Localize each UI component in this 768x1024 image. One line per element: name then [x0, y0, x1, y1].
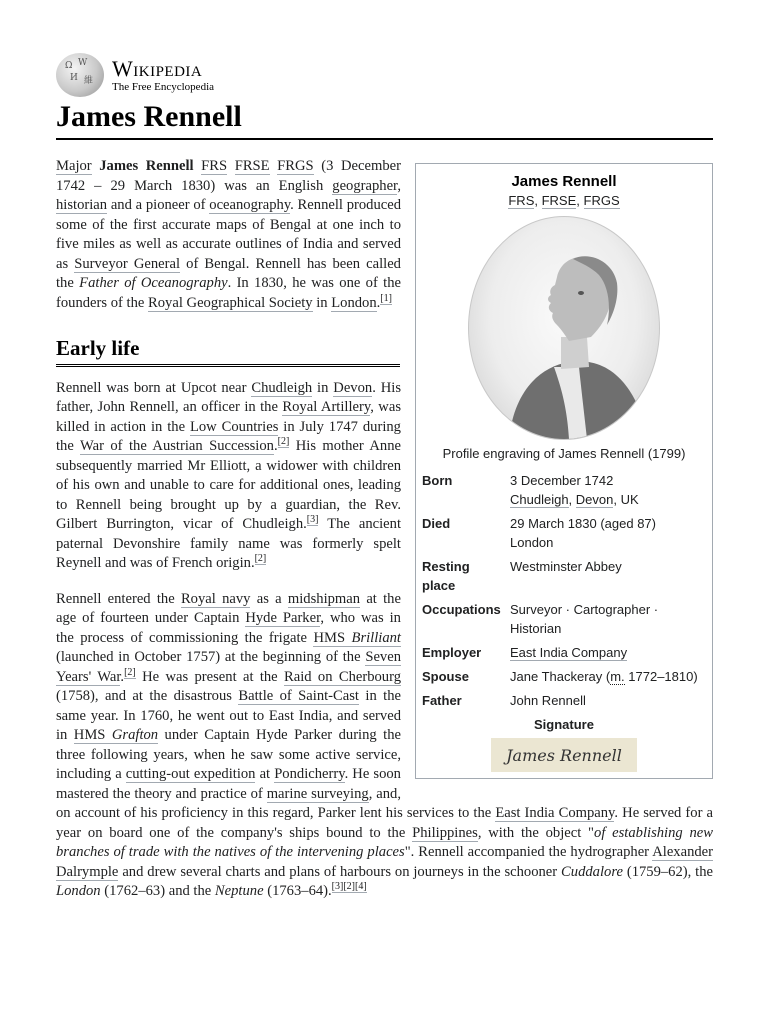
- paragraph-text: in the same year. In 1760, he went out to East India, and served in: [56, 688, 401, 743]
- intro-text: . Rennell produced some of the first accurate maps of Bengal at one inch to five miles as well as accurate outlines of India and served as: [56, 197, 401, 272]
- low-countries-link[interactable]: Low Countries: [189, 418, 279, 435]
- wordmark-tagline: The Free Encyclopedia: [112, 80, 215, 93]
- born-value: 3 December 1742 Chudleigh, Devon, UK: [510, 473, 639, 507]
- ship-name: Grafton: [111, 727, 159, 743]
- signature-wrapper: [422, 738, 706, 772]
- paragraph-text: , was killed in action in the: [56, 399, 402, 435]
- subject-name: James Rennell: [99, 158, 194, 174]
- citation-1-link[interactable]: [1]: [380, 292, 392, 304]
- paragraph-text: in July 1747 during the: [56, 418, 401, 454]
- section-heading-early-life: Early life: [56, 339, 400, 367]
- major-link[interactable]: Major: [56, 158, 92, 174]
- paragraph-text: (1762–63) and the: [104, 883, 212, 899]
- citation-2-link[interactable]: [2]: [277, 436, 290, 448]
- citation-3-link[interactable]: [3]: [306, 514, 319, 526]
- infobox-frs-link[interactable]: FRS: [508, 193, 535, 208]
- page-title: James Rennell: [56, 98, 713, 140]
- infobox-row-occupations: [422, 598, 706, 641]
- article-page: [56, 52, 713, 918]
- occupations-value: Surveyor · Cartographer · Historian: [510, 602, 659, 636]
- father-label: Father: [422, 693, 462, 708]
- london-link[interactable]: London: [331, 294, 377, 311]
- born-chudleigh-link[interactable]: Chudleigh: [510, 492, 569, 507]
- surveyor-general-link[interactable]: Surveyor General: [74, 255, 181, 272]
- quoted-text: of establishing new branches of trade with the natives of the intervening places: [56, 824, 713, 860]
- spouse-name: Jane Thackeray (: [510, 669, 611, 684]
- frse-link[interactable]: FRSE: [234, 158, 270, 174]
- resting-label: Resting place: [422, 559, 470, 593]
- historian-link[interactable]: historian: [56, 197, 108, 213]
- ship-name: Neptune: [214, 883, 264, 899]
- cutting-out-expedition-link[interactable]: cutting-out expedition: [125, 766, 256, 782]
- citation-2-link[interactable]: [2]: [254, 553, 267, 565]
- intro-text: (3 December 1742 – 29 March 1830) was an English: [56, 158, 401, 194]
- paragraph-text: . He served for a year on board one of the company's ships bound to the: [56, 805, 714, 841]
- intro-text: .: [376, 294, 381, 311]
- paragraph-text: (1758), and at the disastrous: [56, 688, 232, 704]
- occupations-label: Occupations: [422, 602, 501, 617]
- paragraph-text: , with the object ": [477, 824, 595, 841]
- paragraph-text: at: [259, 766, 271, 782]
- profile-engraving-drawing: [469, 217, 659, 439]
- spouse-label: Spouse: [422, 669, 469, 684]
- paragraph-text: . His father, John Rennell, an officer in the: [56, 379, 401, 415]
- puzzle-globe-icon: Ω W И 維: [56, 53, 104, 97]
- died-value: [506, 512, 706, 555]
- ship-prefix: HMS: [73, 727, 106, 743]
- royal-artillery-link[interactable]: Royal Artillery: [282, 399, 371, 415]
- wordmark-title: Wikipedia: [112, 55, 203, 81]
- hms-grafton-link[interactable]: [74, 727, 158, 744]
- infobox-row-spouse: [422, 665, 706, 689]
- employer-value: [506, 641, 706, 665]
- infobox-row-employer: [422, 641, 706, 665]
- paragraph-text: under Captain Hyde Parker during the three following years, when he saw some active service, including a: [56, 727, 401, 782]
- portrait-caption: Profile engraving of James Rennell (1799): [442, 446, 686, 461]
- citation-2[interactable]: [278, 436, 290, 448]
- signature-label: Signature: [534, 717, 594, 732]
- paragraph-text: at the age of fourteen under Captain: [56, 590, 401, 626]
- paragraph-text: (1763–64).: [267, 883, 332, 899]
- citation-2[interactable]: [255, 553, 267, 565]
- spouse-years: 1772–1810): [624, 669, 698, 684]
- pondicherry-link[interactable]: Pondicherry: [274, 766, 345, 782]
- war-austrian-succession-link[interactable]: War of the Austrian Succession: [80, 438, 274, 454]
- employer-link[interactable]: East India Company: [510, 645, 628, 660]
- sep: ,: [534, 193, 542, 208]
- employer-label: Employer: [422, 645, 482, 660]
- died-date: 29 March 1830 (aged 87): [510, 516, 656, 531]
- paragraph-text: , who was in the process of commissioning the frigate: [56, 610, 401, 646]
- signature-script: James Rennell: [506, 745, 622, 765]
- infobox-title: James Rennell: [511, 173, 617, 190]
- citation-2-link[interactable]: [2]: [124, 666, 136, 678]
- paragraph-text: ". Rennell accompanied the hydrographer: [404, 844, 650, 860]
- royal-navy-link[interactable]: Royal navy: [180, 590, 251, 607]
- oceanography-link[interactable]: oceanography: [209, 197, 291, 213]
- infobox-frgs-link[interactable]: FRGS: [583, 193, 620, 208]
- died-place: London: [510, 535, 554, 550]
- infobox-frse-link[interactable]: FRSE: [541, 193, 577, 208]
- died-label: Died: [422, 516, 451, 531]
- alexander-dalrymple-link[interactable]: Alexander Dalrymple: [56, 844, 714, 880]
- paragraph-text: (1759–62), the: [626, 863, 713, 880]
- father-value: John Rennell: [510, 693, 586, 708]
- intro-text: ,: [397, 177, 401, 194]
- spouse-value: [506, 665, 706, 689]
- infobox-row-died: [422, 512, 706, 555]
- citation-group[interactable]: [332, 881, 367, 893]
- ship-name: Brilliant: [351, 629, 401, 646]
- philippines-link[interactable]: Philippines: [412, 824, 478, 841]
- wordmark: [112, 55, 215, 93]
- hms-brilliant-link[interactable]: [313, 630, 401, 647]
- battle-saint-cast-link[interactable]: Battle of Saint-Cast: [238, 688, 359, 704]
- ship-name: Cuddalore: [561, 863, 623, 880]
- frgs-link[interactable]: FRGS: [277, 158, 314, 174]
- ship-name: London: [56, 883, 101, 899]
- paragraph-text: Rennell entered the: [56, 590, 175, 607]
- sep: ,: [576, 193, 584, 208]
- east-india-company-link[interactable]: East India Company: [495, 805, 615, 821]
- citation-2[interactable]: [124, 667, 136, 679]
- frs-link[interactable]: FRS: [201, 158, 228, 174]
- paragraph-text: He was present at the: [142, 668, 278, 685]
- geographer-link[interactable]: geographer: [332, 177, 398, 194]
- intro-text: . In 1830, he was one of the founders of the: [56, 275, 401, 311]
- infobox-row-born: [422, 469, 706, 512]
- citation-1[interactable]: [380, 293, 392, 305]
- midshipman-link[interactable]: midshipman: [287, 590, 361, 607]
- intro-text: and a pioneer of: [110, 197, 206, 213]
- paragraph-text: Rennell was born at Upcot near: [56, 379, 247, 396]
- paragraph-text: in: [317, 379, 329, 396]
- paragraph-text: .: [273, 438, 278, 454]
- chudleigh-link[interactable]: Chudleigh: [251, 379, 313, 396]
- ship-prefix: HMS: [313, 629, 346, 646]
- paragraph-text: His mother Anne subsequently married Mr Elliott, a widower with children of his own and unable to care for additional ones, leading to Rennell being brought up by a guardian, the Rev. Gilbert Burrington, vicar of Chudleigh.: [56, 438, 402, 532]
- paragraph-text: (launched in October 1757) at the beginning of the: [56, 649, 361, 665]
- raid-on-cherbourg-link[interactable]: Raid on Cherbourg: [284, 668, 401, 685]
- paragraph-text: and drew several charts and plans of harbours on journeys in the schooner: [122, 863, 558, 880]
- marine-surveying-link[interactable]: marine surveying: [266, 785, 369, 802]
- citation-3[interactable]: [307, 514, 319, 526]
- seven-years-war-link[interactable]: Seven Years' War: [56, 649, 401, 685]
- born-date: 3 December 1742: [510, 473, 614, 488]
- infobox-row-father: [422, 689, 706, 713]
- portrait-image[interactable]: [468, 216, 660, 440]
- signature-image[interactable]: [491, 738, 637, 772]
- citation-4-link[interactable]: [4]: [355, 881, 367, 893]
- infobox-postnominals: [422, 191, 706, 210]
- resting-value: Westminster Abbey: [510, 559, 622, 574]
- intro-text: in: [316, 294, 328, 311]
- citation-2-link[interactable]: [2]: [343, 881, 356, 893]
- father-of-oceanography: Father of Oceanography: [79, 275, 228, 291]
- hyde-parker-link[interactable]: Hyde Parker: [245, 610, 321, 626]
- born-country: , UK: [613, 492, 639, 507]
- paragraph-text: . He soon mastered the theory and practice of: [56, 766, 401, 802]
- paragraph-text: The ancient paternal Devonshire family name was formerly spelt Reynell and was of French origin.: [56, 516, 402, 571]
- married-abbr[interactable]: m.: [610, 669, 625, 684]
- infobox-row-resting: [422, 555, 706, 598]
- rgs-link[interactable]: Royal Geographical Society: [148, 294, 313, 311]
- born-label: Born: [422, 473, 453, 488]
- citation-3-link[interactable]: [3]: [331, 881, 344, 893]
- infobox: [415, 163, 713, 779]
- paragraph-text: as a: [256, 590, 282, 607]
- wikipedia-logo[interactable]: [56, 52, 713, 98]
- article-body: [56, 157, 713, 902]
- portrait-wrapper: [422, 216, 706, 440]
- paragraph-text: , and, on account of his proficiency in this regard, Parker lent his services to the: [56, 785, 492, 821]
- devon-link[interactable]: Devon: [333, 379, 373, 396]
- born-devon-link[interactable]: Devon: [575, 492, 614, 507]
- intro-text: of Bengal. Rennell has been called the: [56, 255, 401, 291]
- paragraph-text: .: [120, 668, 125, 685]
- infobox-table: [422, 469, 706, 713]
